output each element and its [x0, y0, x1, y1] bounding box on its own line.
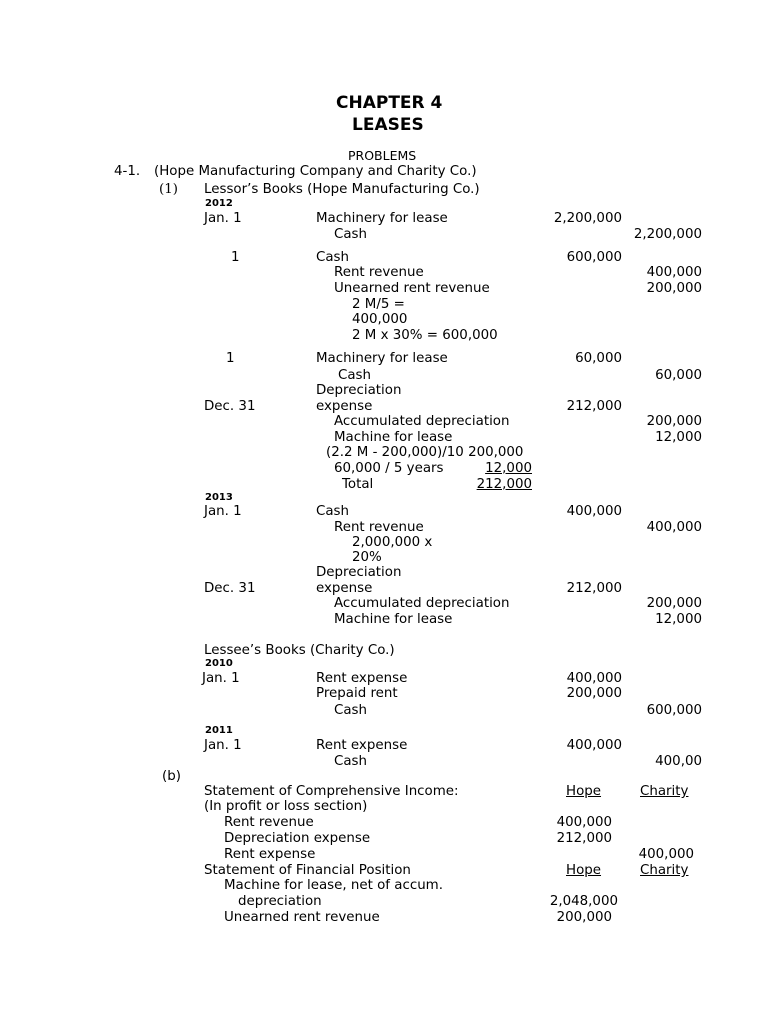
credit-amount: 200,000: [646, 414, 702, 429]
calculation-note: 2,000,000 x: [352, 535, 433, 550]
problem-title: (Hope Manufacturing Company and Charity Co.): [154, 164, 477, 179]
chapter-subject: LEASES: [352, 115, 424, 135]
credit-account: Cash: [334, 703, 368, 718]
credit-account: Accumulated depreciation: [334, 596, 510, 611]
line-item-label: Rent revenue: [224, 815, 314, 830]
lessee-books-title: Lessee’s Books (Charity Co.): [204, 643, 395, 658]
credit-amount: 200,000: [646, 596, 702, 611]
entry-date: Jan. 1: [202, 671, 240, 686]
credit-amount: 400,00: [655, 754, 702, 769]
debit-amount: 2,200,000: [553, 211, 622, 226]
credit-amount: 200,000: [646, 281, 702, 296]
year-label: 2011: [205, 725, 233, 736]
column-header-hope: Hope: [566, 784, 602, 799]
entry-date: 1: [231, 250, 240, 265]
credit-amount: 12,000: [655, 430, 702, 445]
year-label: 2010: [205, 658, 233, 669]
credit-amount: 400,000: [646, 265, 702, 280]
credit-account: Unearned rent revenue: [334, 281, 490, 296]
debit-account: Machinery for lease: [316, 211, 448, 226]
credit-amount: 2,200,000: [633, 227, 702, 242]
credit-account: Accumulated depreciation: [334, 414, 510, 429]
section-heading: PROBLEMS: [348, 148, 417, 163]
problem-number: 4-1.: [114, 164, 141, 179]
entry-date: Dec. 31: [204, 581, 256, 596]
debit-amount: 60,000: [575, 351, 622, 366]
debit-account: Prepaid rent: [316, 686, 398, 701]
debit-account: Rent expense: [316, 738, 408, 753]
calculation-note: 20%: [352, 550, 382, 565]
income-statement-title: Statement of Comprehensive Income:: [204, 784, 459, 799]
part-b-marker: (b): [162, 769, 181, 784]
debit-account: Cash: [316, 504, 350, 519]
credit-account: Cash: [334, 227, 368, 242]
lessor-books-title: Lessor’s Books (Hope Manufacturing Co.): [204, 182, 480, 197]
debit-account: Rent expense: [316, 671, 408, 686]
calculation-amount: 12,000: [485, 461, 532, 476]
calculation-note: 2 M/5 =: [352, 297, 405, 312]
part-1-marker: (1): [159, 182, 178, 197]
debit-amount: 200,000: [566, 686, 622, 701]
debit-account: Depreciation: [316, 383, 402, 398]
hope-amount: 2,048,000: [549, 894, 618, 909]
charity-amount: 400,000: [638, 847, 694, 862]
column-header-charity: Charity: [640, 784, 689, 799]
line-item-label: depreciation: [238, 894, 322, 909]
debit-amount: 400,000: [566, 504, 622, 519]
calculation-note: 400,000: [352, 312, 408, 327]
entry-date: Jan. 1: [204, 504, 242, 519]
debit-amount: 400,000: [566, 671, 622, 686]
credit-amount: 12,000: [655, 612, 702, 627]
debit-account: Machinery for lease: [316, 351, 448, 366]
credit-account: Rent revenue: [334, 265, 424, 280]
debit-amount: 600,000: [566, 250, 622, 265]
chapter-heading: CHAPTER 4: [336, 93, 443, 113]
income-statement-subtitle: (In profit or loss section): [204, 799, 368, 814]
entry-date: Jan. 1: [204, 211, 242, 226]
column-header-hope: Hope: [566, 863, 602, 878]
calculation-note: 2 M x 30% = 600,000: [352, 328, 498, 343]
financial-position-title: Statement of Financial Position: [204, 863, 411, 878]
debit-amount: 400,000: [566, 738, 622, 753]
debit-account: Depreciation: [316, 565, 402, 580]
debit-amount: 212,000: [566, 399, 622, 414]
entry-date: 1: [226, 351, 235, 366]
calculation-note: 60,000 / 5 years: [334, 461, 444, 476]
credit-amount: 60,000: [655, 368, 702, 383]
line-item-label: Unearned rent revenue: [224, 910, 380, 925]
year-label: 2012: [205, 198, 233, 209]
total-label: Total: [342, 477, 374, 492]
year-label: 2013: [205, 492, 233, 503]
hope-amount: 400,000: [556, 815, 612, 830]
credit-account: Cash: [334, 754, 368, 769]
calculation-note: (2.2 M - 200,000)/10 200,000: [326, 445, 524, 460]
debit-account: expense: [316, 399, 373, 414]
debit-amount: 212,000: [566, 581, 622, 596]
credit-account: Cash: [338, 368, 372, 383]
line-item-label: Depreciation expense: [224, 831, 371, 846]
credit-amount: 400,000: [646, 520, 702, 535]
debit-account: expense: [316, 581, 373, 596]
credit-account: Machine for lease: [334, 612, 453, 627]
entry-date: Jan. 1: [204, 738, 242, 753]
total-amount: 212,000: [476, 477, 532, 492]
debit-account: Cash: [316, 250, 350, 265]
credit-amount: 600,000: [646, 703, 702, 718]
credit-account: Machine for lease: [334, 430, 453, 445]
hope-amount: 200,000: [556, 910, 612, 925]
line-item-label: Rent expense: [224, 847, 316, 862]
entry-date: Dec. 31: [204, 399, 256, 414]
line-item-label: Machine for lease, net of accum.: [224, 878, 443, 893]
credit-account: Rent revenue: [334, 520, 424, 535]
column-header-charity: Charity: [640, 863, 689, 878]
hope-amount: 212,000: [556, 831, 612, 846]
